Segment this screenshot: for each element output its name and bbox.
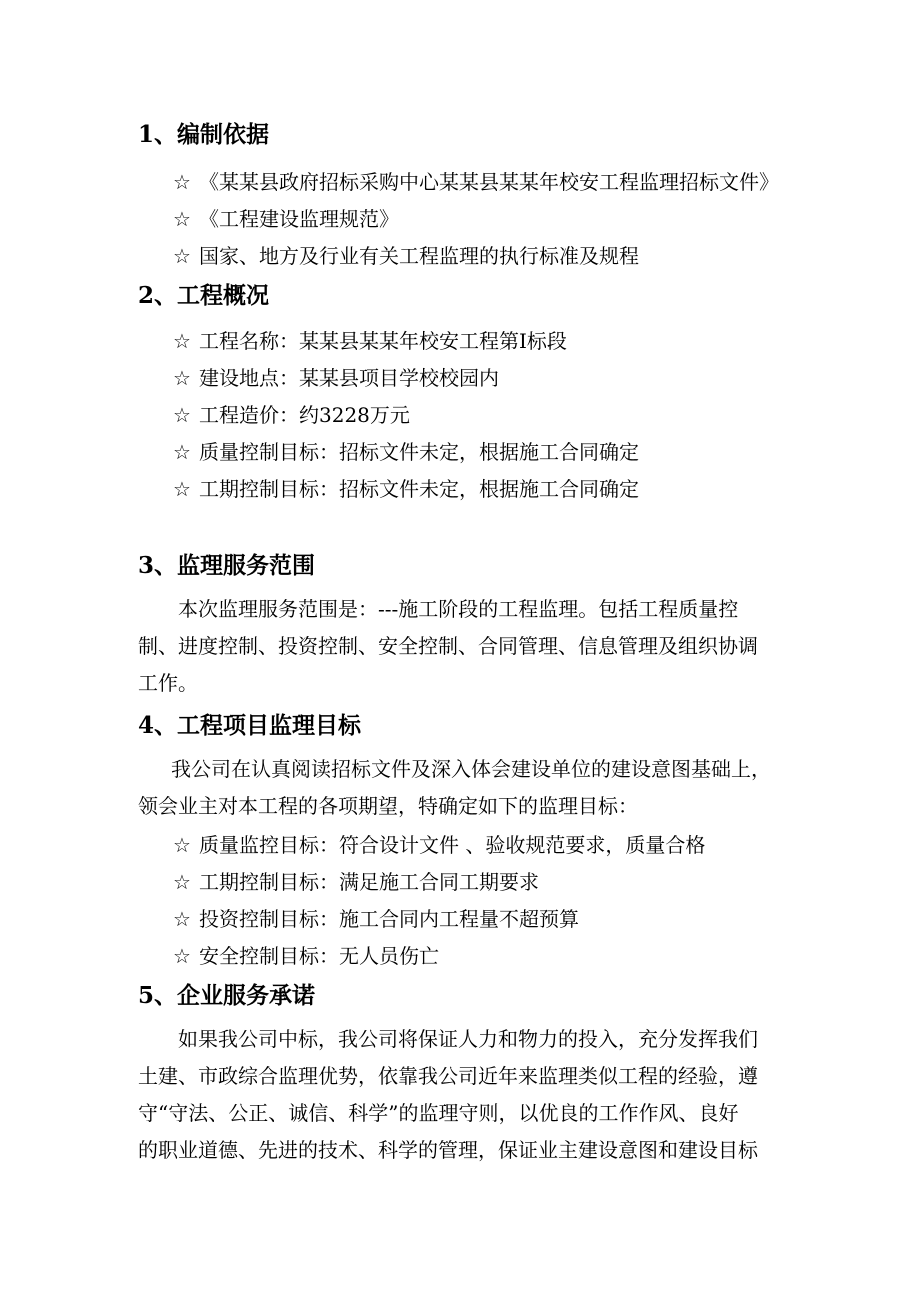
section-4-heading: 4、工程项目监理目标 <box>138 712 362 739</box>
star-icon: ☆ <box>173 944 191 968</box>
section-2-item-2 <box>173 364 499 392</box>
star-icon: ☆ <box>173 207 191 231</box>
section-1-item-2 <box>173 205 399 233</box>
item-text: 国家、地方及行业有关工程监理的执行标准及规程 <box>199 244 639 268</box>
star-icon: ☆ <box>173 477 191 501</box>
section-2-heading: 2、工程概况 <box>138 282 270 309</box>
star-icon: ☆ <box>173 907 191 931</box>
section-5-paragraph <box>138 1021 786 1169</box>
item-text: 安全控制目标：无人员伤亡 <box>199 944 439 968</box>
item-text: 工期控制目标：招标文件未定，根据施工合同确定 <box>199 477 639 501</box>
paragraph-line: 制、进度控制、投资控制、安全控制、合同管理、信息管理及组织协调 <box>138 634 758 658</box>
item-text: 投资控制目标：施工合同内工程量不超预算 <box>199 907 579 931</box>
section-2-item-1 <box>173 327 567 355</box>
item-text: 工程名称：某某县某某年校安工程第Ⅰ标段 <box>199 329 567 353</box>
section-1-item-1 <box>173 168 779 196</box>
star-icon: ☆ <box>173 366 191 390</box>
item-text: 工期控制目标：满足施工合同工期要求 <box>199 870 539 894</box>
paragraph-line: 土建、市政综合监理优势，依靠我公司近年来监理类似工程的经验，遵 <box>138 1064 758 1088</box>
paragraph-line: 我公司在认真阅读招标文件及深入体会建设单位的建设意图基础上， <box>171 757 771 781</box>
section-1-item-3 <box>173 242 639 270</box>
paragraph-line: 如果我公司中标，我公司将保证人力和物力的投入，充分发挥我们 <box>178 1027 758 1051</box>
item-text: 《某某县政府招标采购中心某某县某某年校安工程监理招标文件》 <box>199 170 779 194</box>
item-text: 质量监控目标：符合设计文件 、验收规范要求，质量合格 <box>199 833 706 857</box>
star-icon: ☆ <box>173 440 191 464</box>
star-icon: ☆ <box>173 870 191 894</box>
section-3-paragraph <box>138 591 786 702</box>
section-2-item-3 <box>173 401 410 429</box>
star-icon: ☆ <box>173 244 191 268</box>
item-text: 《工程建设监理规范》 <box>199 207 399 231</box>
section-3-heading: 3、监理服务范围 <box>138 552 316 579</box>
star-icon: ☆ <box>173 403 191 427</box>
section-2-item-5 <box>173 475 639 503</box>
item-text: 建设地点：某某县项目学校校园内 <box>199 366 499 390</box>
paragraph-line: 领会业主对本工程的各项期望，特确定如下的监理目标： <box>138 794 638 818</box>
item-text: 质量控制目标：招标文件未定，根据施工合同确定 <box>199 440 639 464</box>
section-4-paragraph <box>138 751 786 825</box>
paragraph-line: 的职业道德、先进的技术、科学的管理，保证业主建设意图和建设目标 <box>138 1138 758 1162</box>
section-4-item-1 <box>173 831 705 859</box>
paragraph-line: 本次监理服务范围是：---施工阶段的工程监理。包括工程质量控 <box>178 597 739 621</box>
section-2-item-4 <box>173 438 639 466</box>
paragraph-line: 工作。 <box>138 671 198 695</box>
star-icon: ☆ <box>173 170 191 194</box>
item-text: 工程造价：约3228万元 <box>199 403 410 427</box>
section-5-heading: 5、企业服务承诺 <box>138 982 316 1009</box>
section-4-item-2 <box>173 868 539 896</box>
section-4-item-4 <box>173 942 439 970</box>
section-4-item-3 <box>173 905 579 933</box>
star-icon: ☆ <box>173 329 191 353</box>
paragraph-line: 守“守法、公正、诚信、科学”的监理守则，以优良的工作作风、良好 <box>138 1101 739 1125</box>
section-1-heading: 1、编制依据 <box>138 121 270 148</box>
star-icon: ☆ <box>173 833 191 857</box>
